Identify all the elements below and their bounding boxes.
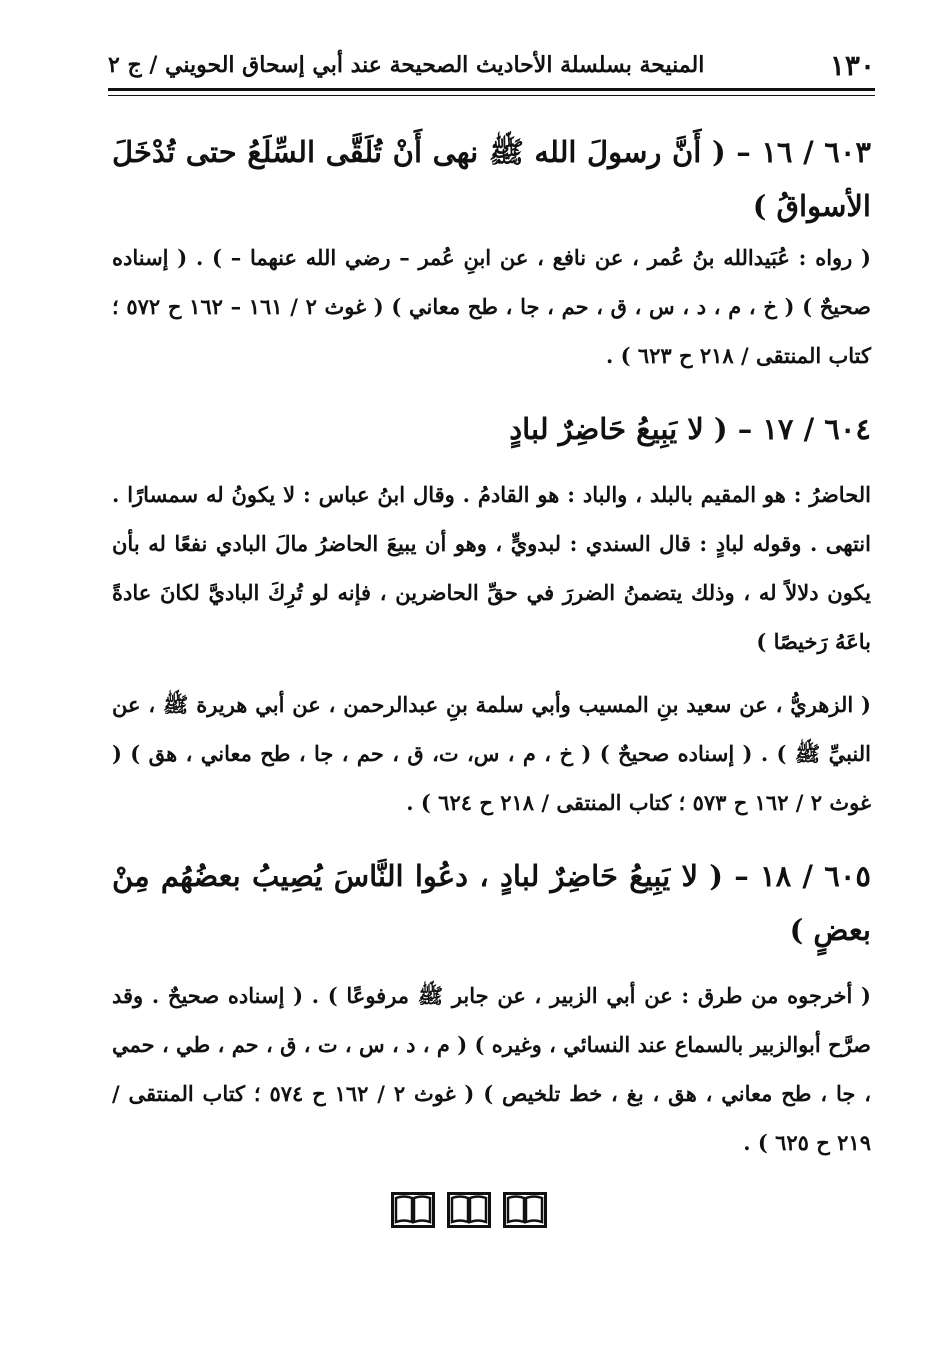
page-number: ١٣٠ [829, 48, 875, 82]
hadith-entry-604 [112, 402, 871, 827]
running-title: المنيحة بسلسلة الأحاديث الصحيحة عند أبي إسحاق الحويني / ج ٢ [108, 52, 705, 78]
hadith-entry-603 [112, 125, 871, 380]
hadith-heading: ٦٠٥ / ١٨ – ( لا يَبِيعُ حَاضِرٌ لبادٍ ، دعُوا النَّاسَ يُصِيبُ بعضُهُم مِنْ بعضٍ ) [112, 859, 871, 947]
hadith-paragraph: ( رواه : عُبَيدالله بنُ عُمر ، عن نافع ، عن ابنِ عُمر – رضي الله عنهما – ) . ( إسناده صحيحٌ ) ( خ ، م ، د ، س ، ق ، حم ، جا ، طح معاني ) ( غوث ٢ / ١٦١ – ١٦٢ ح ٥٧٢ ؛ كتاب المنتقى / ٢١٨ ح ٦٢٣ ) . [112, 245, 871, 368]
open-book-icon [503, 1192, 547, 1228]
hadith-paragraph: ( الزهريُّ ، عن سعيد بنِ المسيب وأبي سلمة بنِ عبدالرحمن ، عن أبي هريرة ﷺ ، عن النبيِّ ﷺ ) . ( إسناده صحيحٌ ) ( خ ، م ، س، ت، ق ، حم ، جا ، طح معاني ، هق ) ( غوث ٢ / ١٦٢ ح ٥٧٣ ؛ كتاب المنتقى / ٢١٨ ح ٦٢٤ ) . [112, 692, 871, 815]
hadith-paragraph: ( أخرجوه من طرق : عن أبي الزبير ، عن جابر ﷺ مرفوعًا ) . ( إسناده صحيحٌ . وقد صرَّح أبوالزبير بالسماع عند النسائي ، وغيره ) ( م ، د ، س ، ت ، ق ، حم ، طي ، حمي ، جا ، طح معاني ، هق ، بغ ، خط تلخيص ) ( غوث ٢ / ١٦٢ ح ٥٧٤ ؛ كتاب المنتقى / ٢١٩ ح ٦٢٥ ) . [112, 983, 872, 1155]
hadith-paragraph: الحاضرُ : هو المقيم بالبلد ، والباد : هو القادمُ . وقال ابنُ عباس : لا يكونُ له سمسارًا . انتهى . وقوله لبادٍ : قال السندي : لبدويٍّ ، وهو أن يبيعَ الحاضرُ مالَ البادي نفعًا له بأن يكون دلالاً له ، وذلك يتضمنُ الضررَ في حقِّ الحاضرين ، فإنه لو تُرِكَ الباديَّ لكانَ عادةً باعَهُ رَخيصًا ) [112, 482, 871, 654]
header-rule-thin [108, 95, 875, 96]
hadith-entry-605 [112, 849, 871, 1167]
open-book-icon [391, 1192, 435, 1228]
hadith-heading: ٦٠٣ / ١٦ – ( أَنَّ رسولَ الله ﷺ نهى أَنْ تُلَقَّى السِّلَعُ حتى تُدْخَلَ الأسواقُ ) [112, 135, 871, 223]
section-end-ornament [0, 1192, 937, 1228]
header-rule-thick [108, 88, 875, 91]
hadith-heading: ٦٠٤ / ١٧ – ( لا يَبِيعُ حَاضِرٌ لبادٍ [509, 412, 871, 446]
open-book-icon [447, 1192, 491, 1228]
page-header [108, 42, 875, 88]
page-content [112, 125, 871, 1167]
